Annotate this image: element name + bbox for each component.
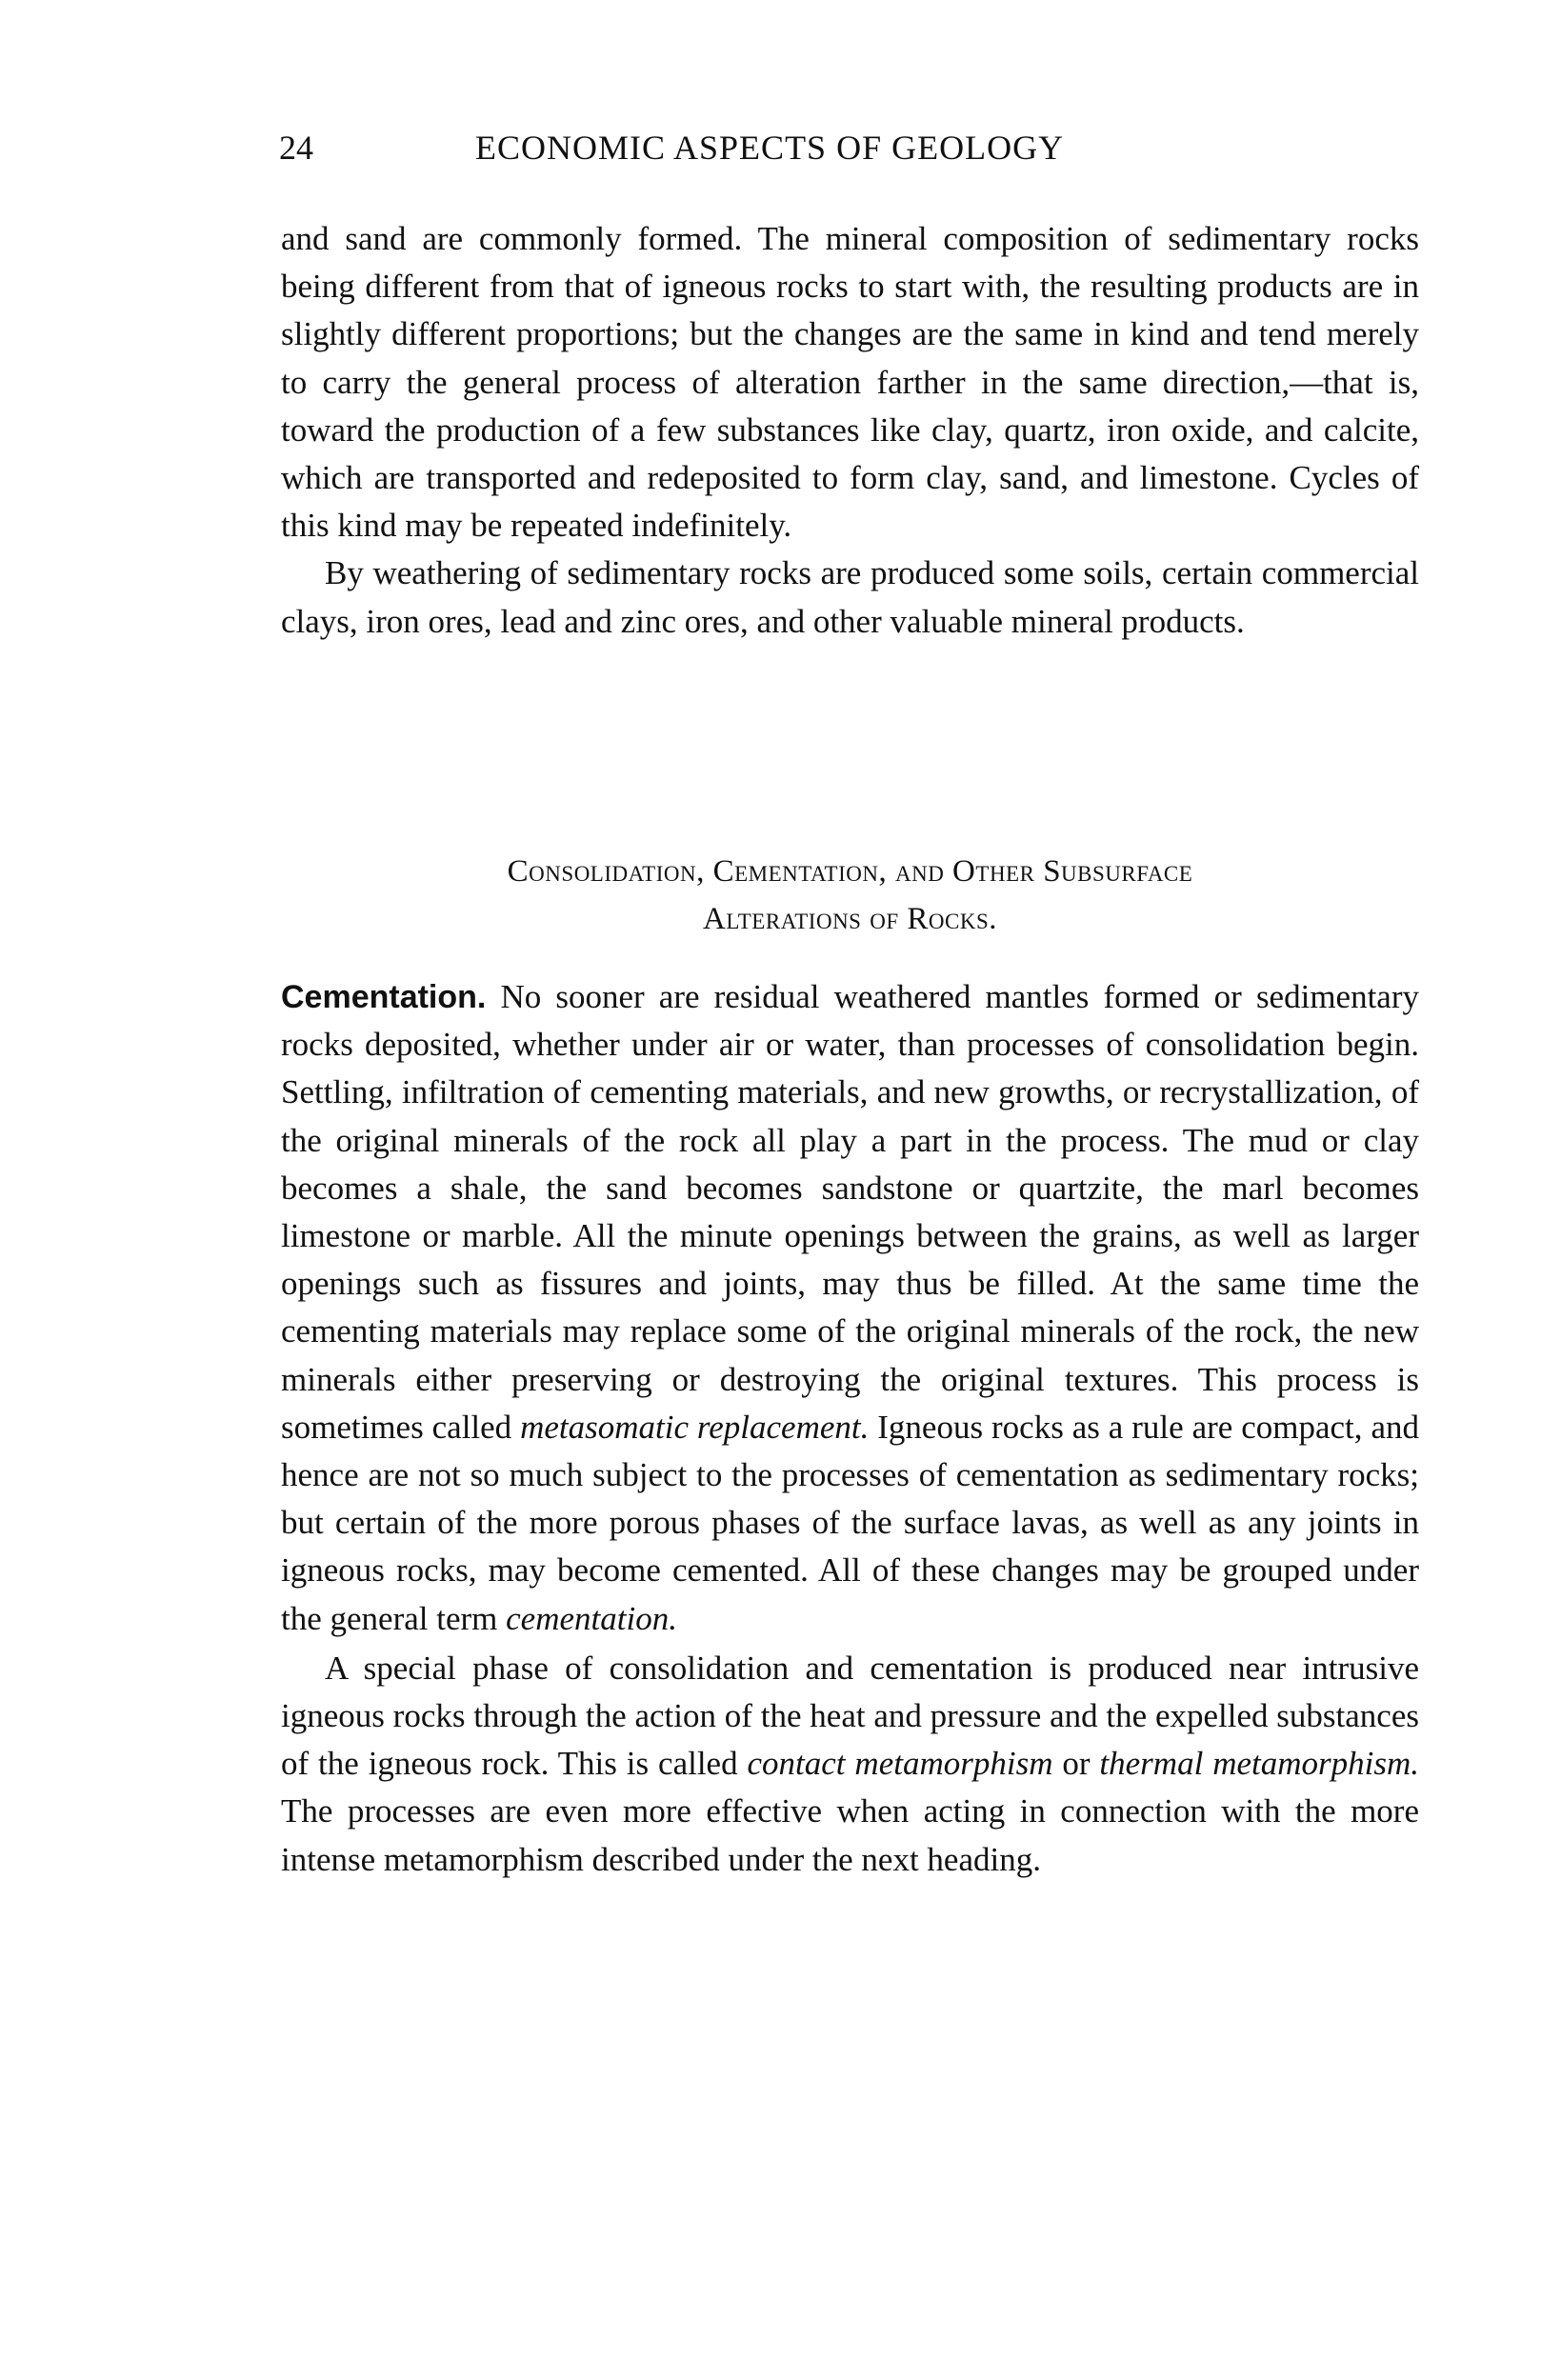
- section-heading-line-2: Alterations of Rocks.: [702, 902, 997, 936]
- weathering-section: [281, 215, 1419, 646]
- paragraph-continued: and sand are commonly formed. The mineral composition of sedimentary rocks being different from that of igneous rocks to start with, the resulting products are in slightly different proportions; but the changes are the same in kind and tend merely to carry the general process of alteration farther in the same direction,—that is, toward the production of a few substances like clay, quartz, iron oxide, and calcite, which are transported and redeposited to form clay, sand, and limestone. Cycles of this kind may be repeated indefinitely.: [281, 220, 1419, 545]
- running-head: ECONOMIC ASPECTS OF GEOLOGY: [475, 129, 1065, 167]
- text-run: The processes are even more effective when acting in connection with the more intense metamorphism described under the next heading.: [281, 1792, 1419, 1878]
- paragraph-weathering-products: By weathering of sedimentary rocks are produced some soils, certain commercial clays, iron ores, lead and zinc ores, and other valuable mineral products.: [281, 554, 1419, 640]
- text-run: Igneous rocks as a rule are compact, and hence are not so much subject to the processes of cementation as sedimentary rocks; but certain of the more porous phases of the surface lavas, as well as any joints in igneous rocks, may become cemented. All of these changes may be grouped under the general term: [281, 1408, 1419, 1637]
- run-in-heading: Cementation.: [281, 979, 487, 1015]
- page-header: [279, 124, 1422, 171]
- text-run: or: [1052, 1745, 1100, 1783]
- italic-term: cementation.: [506, 1599, 677, 1637]
- paragraph-cementation: [281, 973, 1419, 1643]
- italic-term: contact metamorphism: [747, 1745, 1053, 1783]
- section-heading: [281, 848, 1419, 943]
- paragraph-contact-metamorphism: [281, 1645, 1419, 1884]
- italic-term: thermal metamorphism.: [1099, 1745, 1419, 1783]
- italic-term: metasomatic replacement.: [520, 1408, 870, 1446]
- page-number: 24: [279, 129, 313, 167]
- text-run: No sooner are residual weathered mantles formed or sedimentary rocks deposited, whether under air or water, than processes of consolidation begin. Settling, infiltration of cementing materials, and new growths, or recrystallization, of the original minerals of the rock all play a part in the process. The mud or clay becomes a shale, the sand becomes sandstone or quartzite, the marl becomes limestone or marble. All the minute openings between the grains, as well as larger openings such as fissures and joints, may thus be filled. At the same time the cementing materials may replace some of the original minerals of the rock, the new minerals either preserving or destroying the original textures. This process is sometimes called: [281, 978, 1419, 1446]
- cementation-section: [281, 973, 1419, 1884]
- section-heading-line-1: Consolidation, Cementation, and Other Subsurface: [507, 854, 1193, 889]
- text-run: A special phase of consolidation and cementation is produced near intrusive igneous rocks through the action of the heat and pressure and the expelled substances of the igneous rock. This is called: [281, 1649, 1419, 1783]
